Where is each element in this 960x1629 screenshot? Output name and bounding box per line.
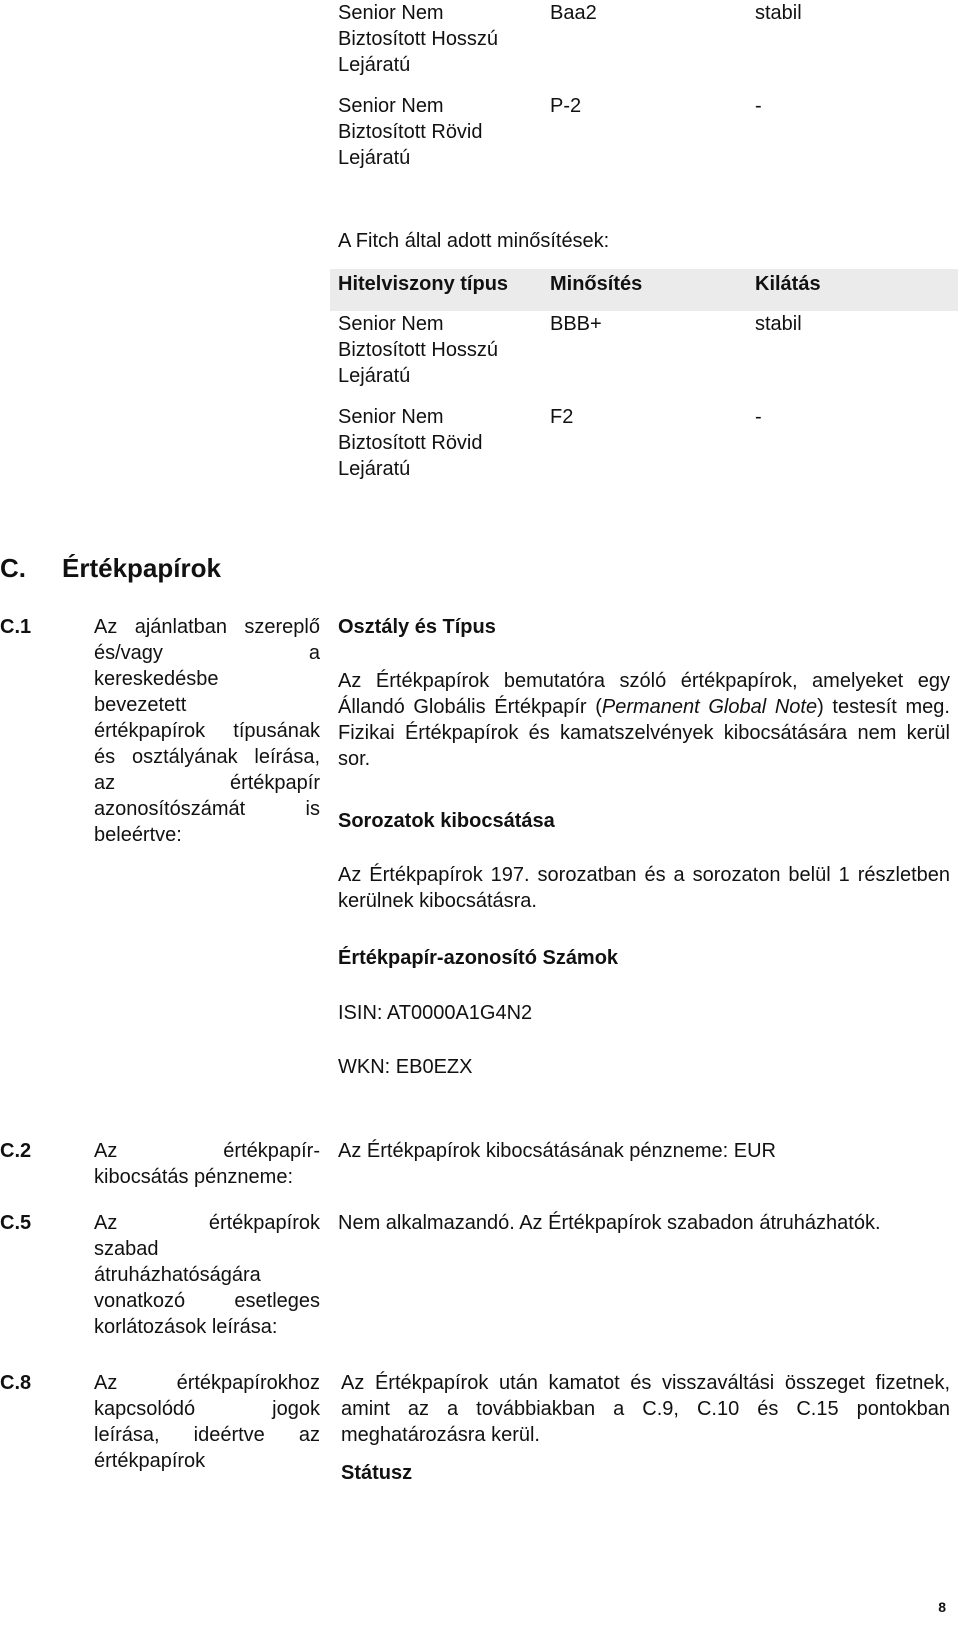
section-title: Értékpapírok [62, 553, 221, 583]
moodys-outlook-short: - [755, 95, 762, 117]
fitch-outlook-long: stabil [755, 313, 802, 335]
moodys-rating-long: Baa2 [550, 2, 597, 24]
moodys-outlook-long: stabil [755, 2, 802, 24]
c2-number: C.2 [0, 1140, 32, 1162]
c5-number: C.5 [0, 1212, 32, 1234]
fitch-header-type: Hitelviszony típus [338, 273, 509, 295]
fitch-type-short: Senior Nem Biztosított Rövid Lejáratú [338, 406, 483, 480]
c2-label: Az értékpapír- kibocsátás pénzneme: [94, 1140, 320, 1188]
fitch-header-outlook: Kilátás [755, 273, 821, 295]
section-letter: C. [0, 553, 26, 583]
fitch-type-long: Senior Nem Biztosított Hosszú Lejáratú [338, 313, 499, 387]
c1-label: Az ajánlatban szereplő és/vagy a kereskedésbe bevezetett értékpapírok típusának és osztályának leírása, az értékpapír azonosítószámát is beleértve: [94, 616, 320, 846]
c5-text: Nem alkalmazandó. Az Értékpapírok szabadon átruházhatók. [338, 1212, 881, 1234]
c1-paragraph-series: Az Értékpapírok 197. sorozatban és a sorozaton belül 1 részletben kerülnek kibocsátásra. [338, 864, 950, 912]
c1-number: C.1 [0, 616, 32, 638]
c1-isin: ISIN: AT0000A1G4N2 [338, 1002, 533, 1024]
c1-heading-ids: Értékpapír-azonosító Számok [338, 947, 619, 969]
c1-heading-series: Sorozatok kibocsátása [338, 810, 555, 832]
fitch-rating-short: F2 [550, 406, 574, 428]
c1-paragraph-class-type: Az Értékpapírok bemutatóra szóló értékpapírok, amelyeket egy Állandó Globális Értékpapír (Permanent Global Note) testesít meg. Fizikai Értékpapírok és kamatszelvények kibocsátására nem kerül sor. [338, 670, 950, 770]
moodys-type-short: Senior Nem Biztosított Rövid Lejáratú [338, 95, 483, 169]
fitch-header-rating: Minősítés [550, 273, 643, 295]
moodys-type-long: Senior Nem Biztosított Hosszú Lejáratú [338, 2, 499, 76]
c2-text: Az Értékpapírok kibocsátásának pénzneme: EUR [338, 1140, 776, 1162]
c8-label: Az értékpapírokhoz kapcsolódó jogok leírása, ideértve az értékpapírok [94, 1372, 320, 1472]
fitch-intro: A Fitch által adott minősítések: [338, 230, 610, 252]
fitch-rating-long: BBB+ [550, 313, 602, 335]
c1-wkn: WKN: EB0EZX [338, 1056, 473, 1078]
c8-heading-status: Státusz [341, 1462, 413, 1484]
page-number: 8 [938, 1599, 946, 1615]
c8-number: C.8 [0, 1372, 32, 1394]
c8-text: Az Értékpapírok után kamatot és visszaváltási összeget fizetnek, amint az a továbbiakban a C.9, C.10 és C.15 pontokban meghatározásra kerül. [341, 1372, 950, 1446]
c1-heading-class-type: Osztály és Típus [338, 616, 496, 638]
moodys-rating-short: P-2 [550, 95, 582, 117]
c5-label: Az értékpapírok szabad átruházhatóságára vonatkozó esetleges korlátozások leírása: [94, 1212, 320, 1338]
fitch-outlook-short: - [755, 406, 762, 428]
